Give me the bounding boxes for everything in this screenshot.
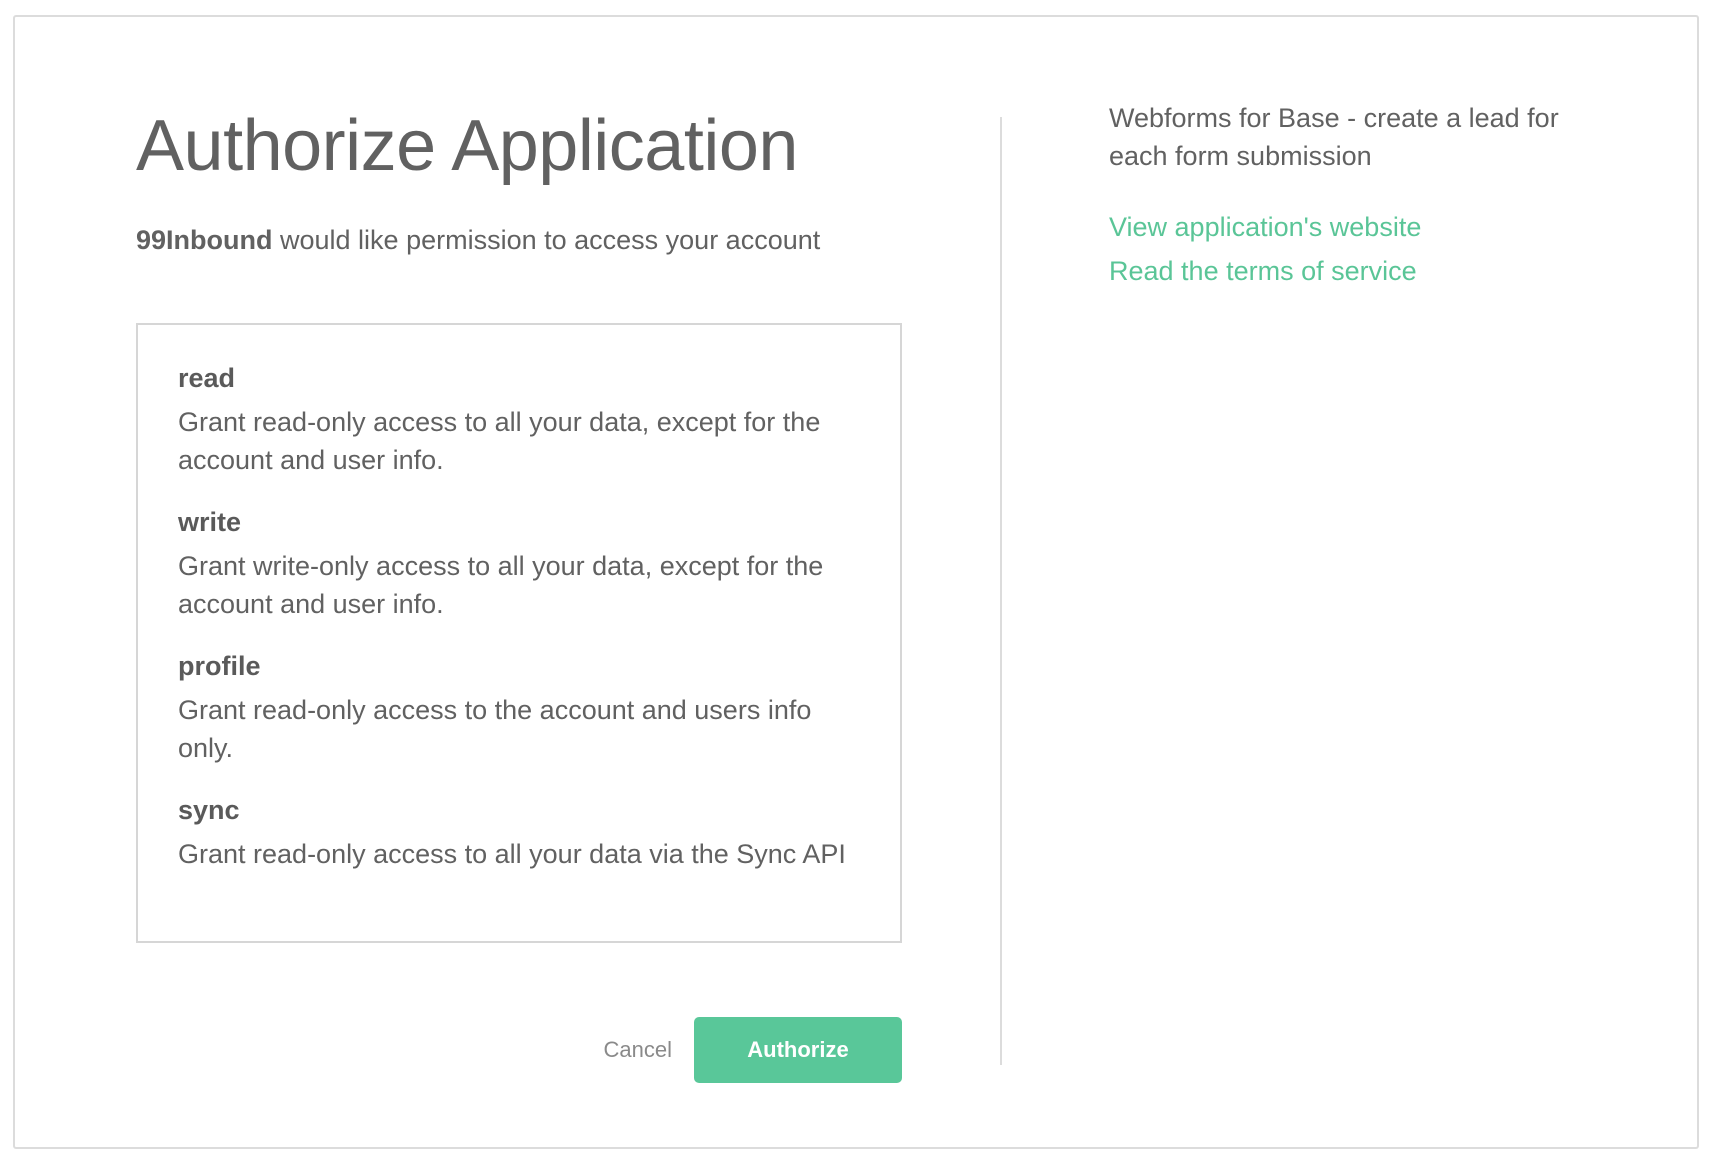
permission-item-profile: [178, 647, 860, 767]
permission-item-sync: [178, 791, 860, 873]
authorize-button[interactable]: Authorize: [694, 1017, 902, 1083]
app-name: 99Inbound: [136, 225, 273, 255]
app-website-link[interactable]: View application's website: [1109, 212, 1422, 242]
permission-item-write: [178, 503, 860, 623]
permission-description: Grant read-only access to all your data, except for the account and user info.: [178, 407, 821, 475]
app-description: Webforms for Base - create a lead for each form submission: [1109, 103, 1559, 171]
permission-request-message: [136, 225, 820, 256]
permissions-list: [136, 323, 902, 943]
terms-of-service-link[interactable]: Read the terms of service: [1109, 256, 1417, 286]
permission-item-read: [178, 359, 860, 479]
authorization-card: [13, 15, 1699, 1149]
permission-description: Grant read-only access to all your data via the Sync API: [178, 839, 846, 869]
permission-name: read: [178, 363, 236, 393]
vertical-divider: [1000, 117, 1002, 1065]
cancel-button[interactable]: Cancel: [604, 1017, 672, 1083]
permission-description: Grant read-only access to the account and users info only.: [178, 695, 812, 763]
permission-name: profile: [178, 651, 261, 681]
permission-name: sync: [178, 795, 240, 825]
form-actions: [136, 1017, 902, 1083]
page-title: Authorize Application: [136, 106, 798, 186]
app-info-panel: [1109, 99, 1589, 293]
request-text: would like permission to access your account: [272, 225, 821, 255]
permission-description: Grant write-only access to all your data, except for the account and user info.: [178, 551, 824, 619]
permission-name: write: [178, 507, 242, 537]
